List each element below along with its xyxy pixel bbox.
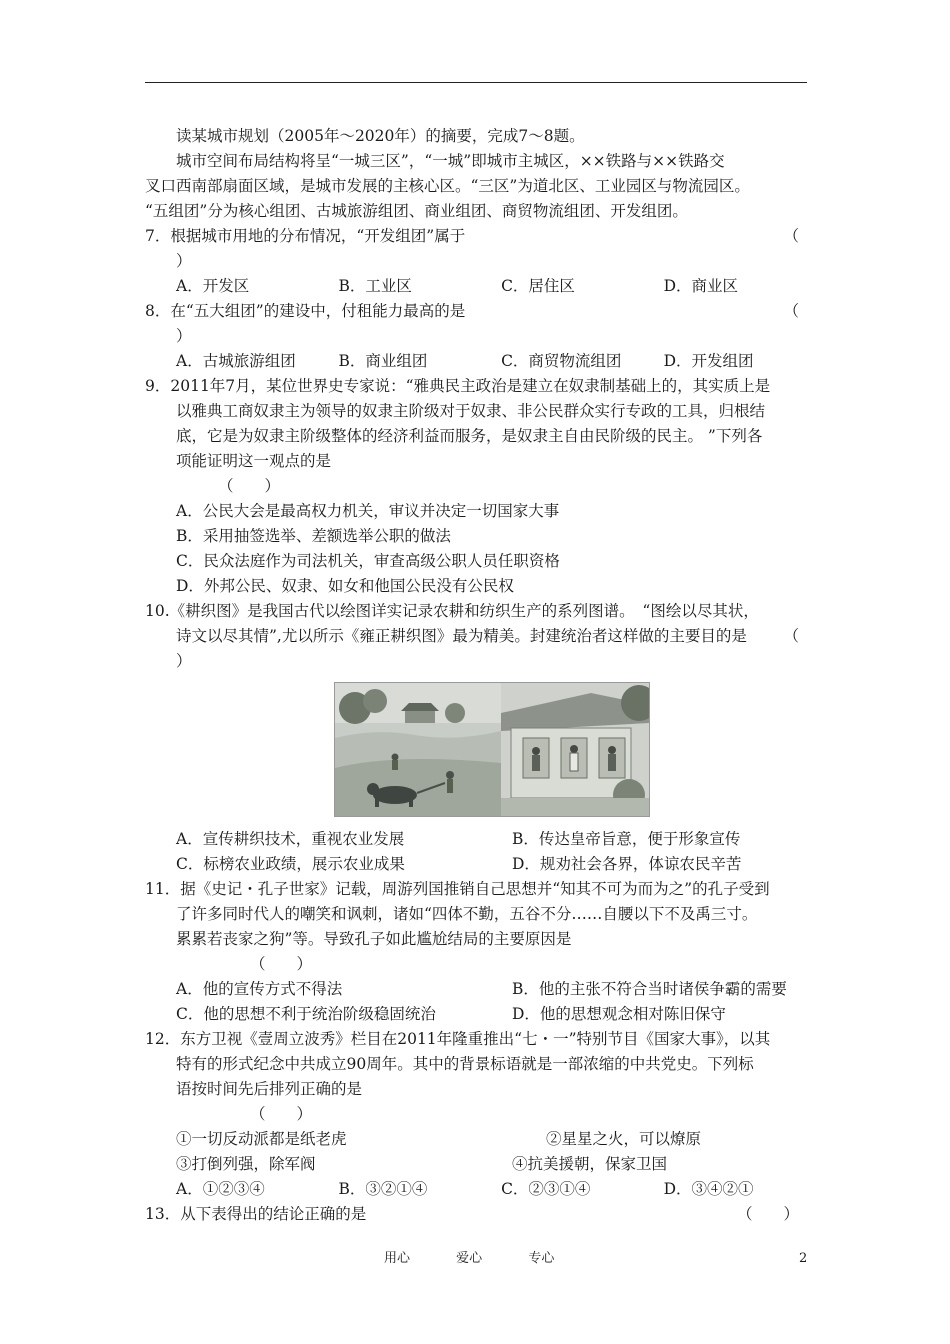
weaving-scene-illustration <box>501 683 649 816</box>
option-d: D．开发组团 <box>663 352 754 370</box>
exam-page-body <box>145 124 807 1227</box>
question-11-stem: 了许多同时代人的嘲笑和讽刺，诸如“四体不勤，五谷不分……自腰以下不及禹三寸。 <box>176 905 758 923</box>
question-12-stem: 语按时间先后排列正确的是 <box>176 1080 363 1098</box>
answer-bracket: （ ） <box>218 477 281 495</box>
footer-word: 专心 <box>528 1251 555 1266</box>
gengzhi-painting-image <box>334 682 650 817</box>
question-11-stem: 累累若丧家之狗”等。导致孔子如此尴尬结局的主要原因是 <box>176 930 572 948</box>
intro-line: 读某城市规划（2005年～2020年）的摘要，完成7～8题。 <box>176 127 585 145</box>
option-d: D．商业区 <box>663 277 739 295</box>
farming-scene-illustration <box>335 683 501 816</box>
answer-bracket-open: （ <box>783 627 799 645</box>
question-11-stem: 11．据《史记・孔子世家》记载，周游列国推销自己思想并“知其不可为而为之”的孔子受到 <box>145 880 770 898</box>
question-9-stem: 底，它是为奴隶主阶级整体的经济利益而服务，是奴隶主自由民阶级的民主。 ”下列各 <box>176 427 763 445</box>
option-c: C．民众法庭作为司法机关，审查高级公职人员任职资格 <box>176 552 560 570</box>
option-b: B．③②①④ <box>338 1180 428 1198</box>
question-13-stem <box>145 1202 807 1227</box>
option-b: B．工业区 <box>338 277 412 295</box>
answer-bracket: （ ） <box>250 1105 313 1123</box>
question-12-stem: 12．东方卫视《壹周立波秀》栏目在2011年隆重推出“七・一”特别节目《国家大事》，以其 <box>145 1030 771 1048</box>
option-c: C．他的思想不利于统治阶级稳固统治 <box>176 1005 436 1023</box>
question-10-stem: 10.《耕织图》是我国古代以绘图详实记录农耕和纺织生产的系列图谱。 “图绘以尽其状， <box>145 602 759 620</box>
option-a: A．他的宣传方式不得法 <box>176 980 343 998</box>
footer-word: 用心 <box>384 1251 411 1266</box>
answer-bracket: （ ） <box>736 1205 799 1223</box>
question-12-stem: 特有的形式纪念中共成立90周年。其中的背景标语就是一部浓缩的中共党史。下列标 <box>176 1055 754 1073</box>
slogan-row <box>145 1127 807 1152</box>
option-a: A．宣传耕织技术，重视农业发展 <box>176 830 405 848</box>
slogan-3: ③打倒列强，除军阀 <box>176 1155 316 1173</box>
question-11-options <box>145 977 807 1002</box>
question-10-options <box>145 827 807 852</box>
answer-bracket-open: （ <box>783 302 799 320</box>
intro-line: 城市空间布局结构将呈“一城三区”，“一城”即城市主城区，××铁路与××铁路交 <box>176 152 725 170</box>
question-text: 13．从下表得出的结论正确的是 <box>145 1205 367 1223</box>
option-c: C．商贸物流组团 <box>501 352 622 370</box>
page-footer <box>0 1249 950 1269</box>
option-c: C．居住区 <box>501 277 575 295</box>
option-b: B．采用抽签选举、差额选举公职的做法 <box>176 527 451 545</box>
option-a: A．古城旅游组团 <box>176 352 296 370</box>
question-8-stem <box>145 299 807 324</box>
option-d: D．他的思想观念相对陈旧保守 <box>512 1005 726 1023</box>
question-9-stem: 9．2011年7月，某位世界史专家说：“雅典民主政治是建立在奴隶制基础上的，其实质上是 <box>145 377 771 395</box>
footer-motto <box>384 1249 580 1269</box>
question-9-stem: 以雅典工商奴隶主为领导的奴隶主阶级对于奴隶、非公民群众实行专政的工具，归根结 <box>176 402 766 420</box>
intro-line: “五组团”分为核心组团、古城旅游组团、商业组团、商贸物流组团、开发组团。 <box>145 202 688 220</box>
option-a: A．开发区 <box>176 277 250 295</box>
answer-bracket-close: ） <box>176 252 192 270</box>
question-9-stem: 项能证明这一观点的是 <box>176 452 332 470</box>
answer-bracket-close: ） <box>176 652 192 670</box>
option-b: B．传达皇帝旨意，便于形象宣传 <box>512 830 741 848</box>
answer-bracket-close: ） <box>176 327 192 345</box>
footer-word: 爱心 <box>456 1251 483 1266</box>
option-a: A．①②③④ <box>176 1180 265 1198</box>
option-d: D．规劝社会各界，体谅农民辛苦 <box>512 855 742 873</box>
slogan-4: ④抗美援朝，保家卫国 <box>512 1155 668 1173</box>
question-10-stem <box>145 624 807 649</box>
question-7-stem <box>145 224 807 249</box>
slogan-2: ②星星之火，可以燎原 <box>546 1130 702 1148</box>
slogan-1: ①一切反动派都是纸老虎 <box>176 1130 347 1148</box>
question-text: 诗文以尽其情”,尤以所示《雍正耕织图》最为精美。封建统治者这样做的主要目的是 <box>176 627 747 645</box>
option-b: B．商业组团 <box>338 352 428 370</box>
question-8-options <box>145 349 807 374</box>
question-12-options <box>145 1177 807 1202</box>
question-text: 8．在“五大组团”的建设中，付租能力最高的是 <box>145 302 466 320</box>
question-10-options <box>145 852 807 877</box>
page-number: 2 <box>799 1251 808 1266</box>
option-d: D．③④②① <box>663 1180 754 1198</box>
answer-bracket: （ ） <box>250 955 313 973</box>
slogan-row <box>145 1152 807 1177</box>
answer-bracket-open: （ <box>783 227 799 245</box>
intro-line: 叉口西南部扇面区域，是城市发展的主核心区。“三区”为道北区、工业园区与物流园区。 <box>145 177 750 195</box>
question-7-options <box>145 274 807 299</box>
question-text: 7．根据城市用地的分布情况，“开发组团”属于 <box>145 227 466 245</box>
option-a: A．公民大会是最高权力机关，审议并决定一切国家大事 <box>176 502 560 520</box>
option-d: D．外邦公民、奴隶、如女和他国公民没有公民权 <box>176 577 514 595</box>
option-b: B．他的主张不符合当时诸侯争霸的需要 <box>512 980 787 998</box>
question-11-options <box>145 1002 807 1027</box>
option-c: C．标榜农业政绩，展示农业成果 <box>176 855 405 873</box>
header-rule <box>145 82 807 83</box>
option-c: C．②③①④ <box>501 1180 591 1198</box>
